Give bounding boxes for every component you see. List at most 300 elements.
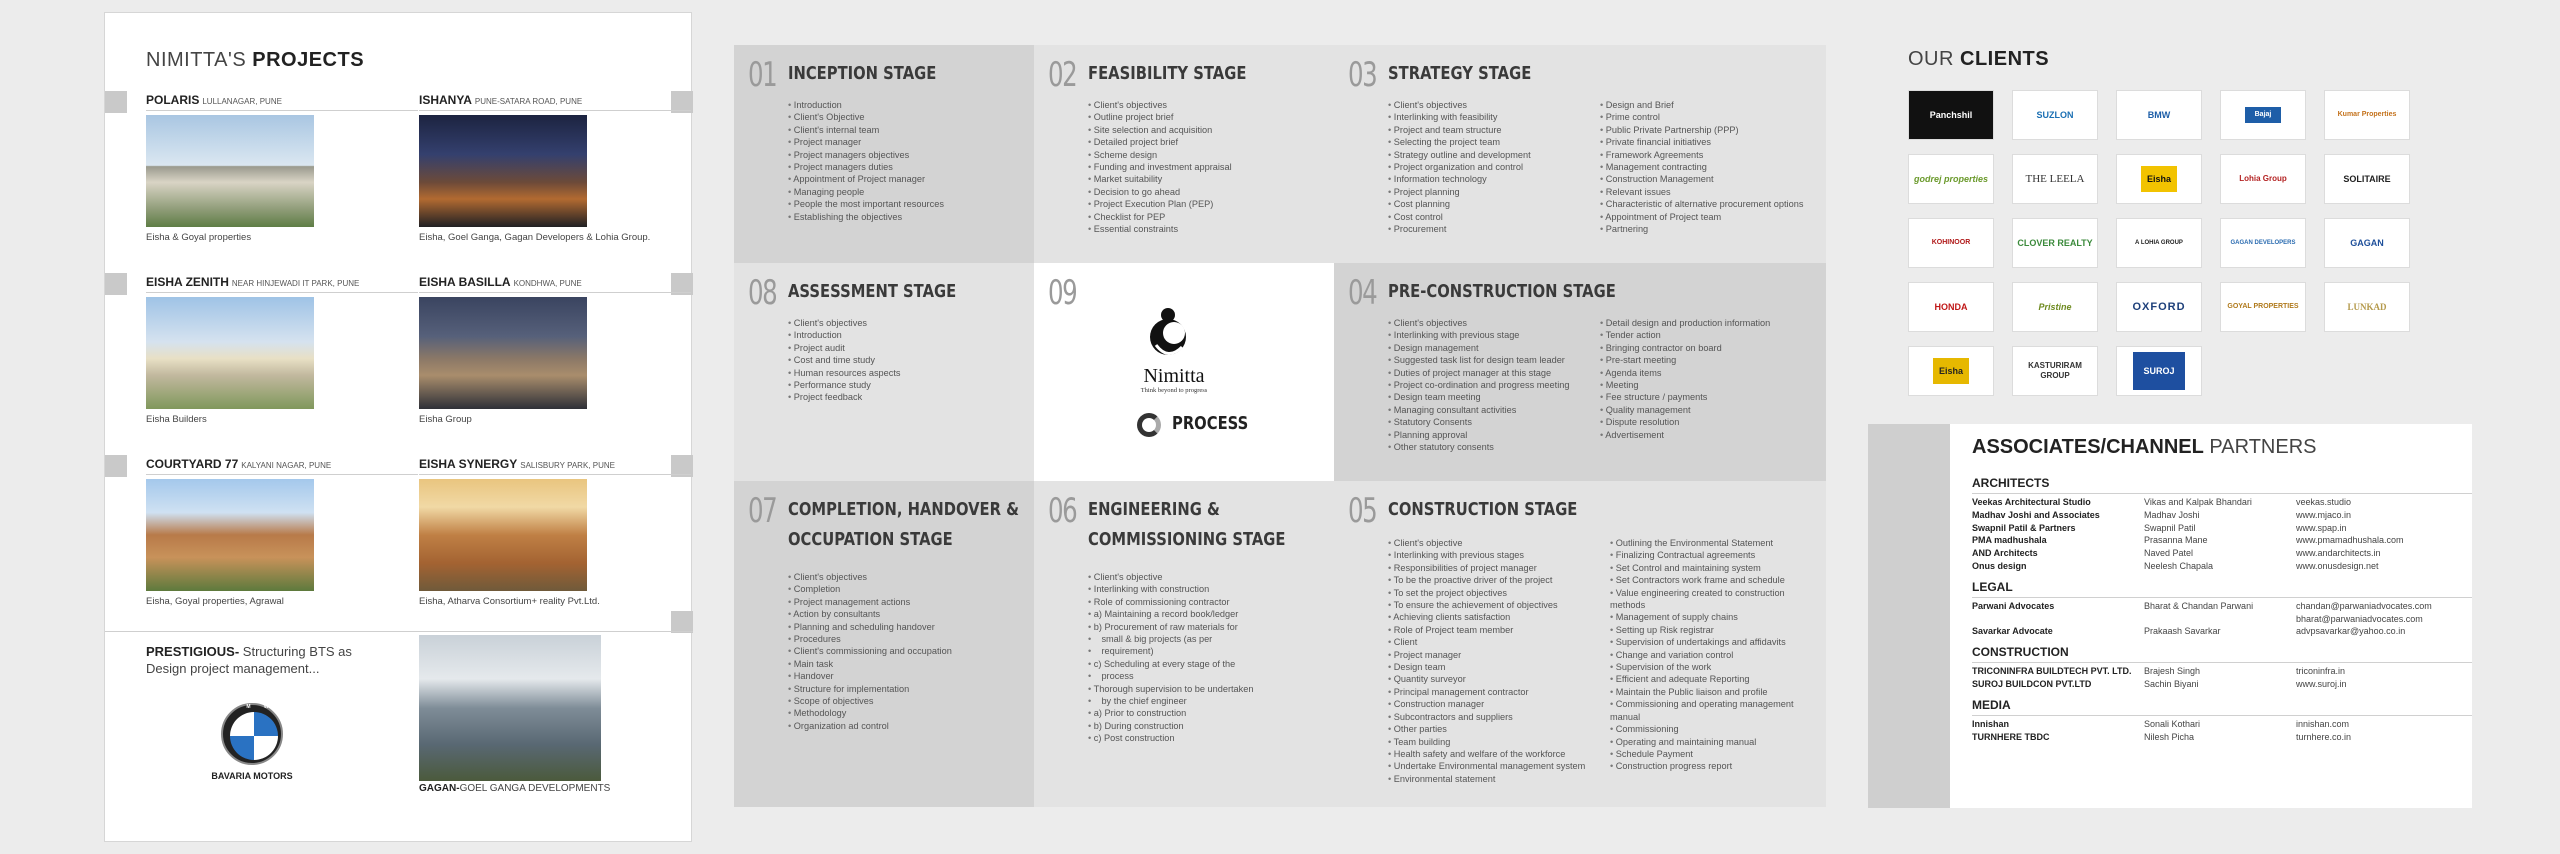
stage-number: 04	[1348, 273, 1377, 313]
project-caption: Eisha, Goyal properties, Agrawal	[146, 596, 284, 607]
project-photo	[419, 297, 587, 409]
stage-list-item: • Team building	[1388, 736, 1585, 748]
associate-row	[1972, 666, 2472, 678]
project-name: ISHANYA PUNE-SATARA ROAD, PUNE	[419, 93, 583, 107]
stage-number: 02	[1048, 55, 1077, 95]
associate-contact: Sonali Kothari	[2144, 718, 2201, 729]
stage-list-item: • Set Contractors work frame and schedule	[1610, 574, 1816, 586]
stage-04-cell	[1334, 263, 1826, 481]
stage-list-item: • Human resources aspects	[788, 367, 901, 379]
associate-contact: Swapnil Patil	[2144, 522, 2196, 533]
bmw-quadrant	[254, 712, 278, 736]
stage-title	[1088, 495, 1286, 555]
stage-list-item: • Thorough supervision to be undertaken	[1088, 683, 1253, 695]
associate-contact: Sachin Biyani	[2144, 679, 2199, 689]
project-photo	[419, 115, 587, 227]
grey-tab	[671, 611, 693, 633]
stage-list-item: • Project co-ordination and progress meeting	[1388, 379, 1569, 391]
client-logo-label: GAGAN	[2350, 238, 2384, 248]
bmw-logo	[221, 703, 283, 765]
stage-list-item: • Subcontractors and suppliers	[1388, 711, 1585, 723]
project-card[interactable]	[146, 91, 418, 243]
associate-firm: PMA madhushala	[1972, 535, 2047, 546]
stage-list	[788, 571, 952, 732]
gagan-caption	[419, 783, 610, 794]
project-card[interactable]	[419, 91, 691, 243]
client-logo-label: KOHINOOR	[1931, 239, 1971, 246]
stage-list-item: • c) Scheduling at every stage of the	[1088, 658, 1253, 670]
stage-list-item: • Project managers duties	[788, 161, 944, 173]
project-name: POLARIS LULLANAGAR, PUNE	[146, 93, 282, 107]
stage-list-item: • Detail design and production information	[1600, 317, 1820, 329]
project-header	[146, 455, 418, 475]
project-header	[146, 91, 418, 111]
stage-05-cell	[1334, 481, 1826, 807]
stage-number: 05	[1348, 491, 1377, 531]
stage-list-item: • Public Private Partnership (PPP)	[1600, 124, 1810, 136]
projects-title-bold: PROJECTS	[252, 49, 365, 71]
associate-row	[1972, 510, 2472, 522]
associate-firm: Veekas Architectural Studio	[1972, 497, 2091, 507]
associate-firm: Savarkar Advocate	[1972, 626, 2053, 637]
project-photo	[146, 479, 314, 591]
client-logo-label: Eisha	[1933, 358, 1969, 384]
stage-list-item: • Achieving clients satisfaction	[1388, 611, 1585, 623]
project-caption: Eisha Builders	[146, 414, 207, 425]
client-logo[interactable]	[2012, 282, 2098, 332]
client-logo-label: GOYAL PROPERTIES	[2227, 303, 2299, 310]
associate-firm: Parwani Advocates	[1972, 600, 2055, 611]
associate-website[interactable]: innishan.com	[2296, 718, 2350, 729]
stage-list-item: • Commissioning	[1610, 723, 1816, 735]
project-name: EISHA BASILLA KONDHWA, PUNE	[419, 275, 582, 289]
associate-firm: Innishan	[1972, 718, 2010, 729]
stage-list-item: • Principal management contractor	[1388, 686, 1585, 698]
stage-list-item: • Essential constraints	[1088, 223, 1232, 235]
associate-row	[1972, 548, 2472, 560]
associate-firm: Madhav Joshi and Associates	[1972, 509, 2100, 520]
stage-list-item: • b) Procurement of raw materials for	[1088, 621, 1253, 633]
project-location: NEAR HINJEWADI IT PARK, PUNE	[231, 279, 360, 288]
stage-list-item: • Change and variation control	[1610, 649, 1816, 661]
process-ring-icon	[1137, 413, 1161, 437]
client-logo-label: A LOHIA GROUP	[2135, 240, 2183, 246]
stage-list-item: • Project managers objectives	[788, 149, 944, 161]
stage-number: 07	[748, 491, 777, 531]
stage-08-cell	[734, 263, 1034, 481]
client-logo-label: SUZLON	[2036, 110, 2074, 120]
stage-list-item: • Health safety and welfare of the workforce	[1388, 748, 1585, 760]
stage-list-item: • c) Post construction	[1088, 732, 1253, 744]
client-logo[interactable]	[2324, 90, 2410, 140]
stage-list-item: • Schedule Payment	[1610, 748, 1816, 760]
client-logo-label: Eisha	[2141, 166, 2177, 192]
project-header	[419, 273, 691, 293]
stage-list-item: • Project manager	[1388, 649, 1585, 661]
stage-list-item: • small & big projects (as per	[1088, 633, 1253, 645]
client-logo-label: BMW	[2147, 110, 2171, 120]
client-logo[interactable]	[2116, 154, 2202, 204]
client-logo-label: Lohia Group	[2239, 174, 2287, 183]
stage-list-item: • Responsibilities of project manager	[1388, 562, 1585, 574]
gagan-caption-bold: GAGAN-	[419, 783, 460, 794]
stage-list-item: • Advertisement	[1600, 429, 1820, 441]
stage-list-item: • Site selection and acquisition	[1088, 124, 1232, 136]
nimitta-wordmark: Nimitta	[1143, 365, 1205, 387]
client-logo-label: LUNKAD	[2347, 302, 2387, 312]
project-name: EISHA ZENITH NEAR HINJEWADI IT PARK, PUNE	[146, 275, 360, 289]
stage-list	[1088, 571, 1253, 745]
associate-website[interactable]: turnhere.co.in	[2296, 731, 2352, 742]
bmw-quadrant	[230, 736, 254, 760]
stage-list-item: • Operating and maintaining manual	[1610, 736, 1816, 748]
client-logo[interactable]	[2324, 154, 2410, 204]
stage-list-item: • Finalizing Contractual agreements	[1610, 549, 1816, 561]
client-logo[interactable]	[2116, 90, 2202, 140]
stage-list-item: • Detailed project brief	[1088, 136, 1232, 148]
associate-website[interactable]: www.suroj.in	[2296, 679, 2347, 689]
stage-list-item: • Strategy outline and development	[1388, 149, 1531, 161]
stage-list-item: • Statutory Consents	[1388, 416, 1569, 428]
stage-list-item: • Construction manager	[1388, 698, 1585, 710]
stage-list-item: • Interlinking with construction	[1088, 583, 1253, 595]
associates-section-title: LEGAL	[1972, 579, 2013, 594]
associate-contact: Prakaash Savarkar	[2144, 626, 2221, 637]
stage-list-item: • Managing people	[788, 186, 944, 198]
client-logo[interactable]	[1908, 154, 1994, 204]
project-card[interactable]	[146, 273, 418, 425]
prestigious-text	[146, 643, 376, 677]
client-logo[interactable]	[2324, 282, 2410, 332]
client-logo[interactable]	[2012, 346, 2098, 396]
stage-list-item: • Efficient and adequate Reporting	[1610, 673, 1816, 685]
divider	[1972, 662, 2472, 663]
prestigious-bold: PRESTIGIOUS-	[146, 644, 240, 659]
stage-list-item: • Suggested task list for design team leader	[1388, 354, 1569, 366]
client-logo[interactable]	[2116, 282, 2202, 332]
stage-list-item: • To ensure the achievement of objectives	[1388, 599, 1585, 611]
grey-tab	[105, 273, 127, 295]
stage-list-item: • Client's internal team	[788, 124, 944, 136]
project-header	[146, 273, 418, 293]
stage-02-cell	[1034, 45, 1334, 263]
stage-list-item: • Checklist for PEP	[1088, 211, 1232, 223]
stage-list-item: • Funding and investment appraisal	[1088, 161, 1232, 173]
stage-number: 01	[748, 55, 777, 95]
stage-list-item: • To set the project objectives	[1388, 587, 1585, 599]
associate-contact: Nilesh Pichа	[2144, 731, 2195, 742]
stage-list-item: • Project planning	[1388, 186, 1531, 198]
associate-firm: SUROJ BUILDCON PVT.LTD	[1972, 679, 2092, 689]
associate-website[interactable]: www.pmamadhushala.com	[2296, 535, 2404, 546]
stage-list-item: • Client's objectives	[788, 317, 901, 329]
client-logo-label: Pristine	[2038, 302, 2072, 312]
stage-list-item: • Partnering	[1600, 223, 1810, 235]
stage-list-item: • Project manager	[788, 136, 944, 148]
project-location: SALISBURY PARK, PUNE	[520, 461, 615, 470]
grey-tab	[105, 455, 127, 477]
stage-list-item: • Undertake Environmental management system	[1388, 760, 1585, 772]
associate-row	[1972, 626, 2472, 638]
stage-list-item: • Project management actions	[788, 596, 952, 608]
associates-panel	[1868, 424, 2472, 808]
stage-list-item: • a) Maintaining a record book/ledger	[1088, 608, 1253, 620]
associates-section-title: MEDIA	[1972, 697, 2011, 712]
project-caption: Eisha, Atharva Consortium+ reality Pvt.Ltd.	[419, 596, 600, 607]
associate-row	[1972, 561, 2472, 573]
stage-list-item: • Client's objectives	[788, 571, 952, 583]
stage-number: 03	[1348, 55, 1377, 95]
stage-list-item: • Planning and scheduling handover	[788, 621, 952, 633]
stage-list-item: • Fee structure / payments	[1600, 391, 1820, 403]
client-logo[interactable]	[1908, 90, 1994, 140]
associate-website[interactable]: chandan@parwaniadvocates.com	[2296, 600, 2432, 611]
divider	[1972, 715, 2472, 716]
associate-website[interactable]: www.onusdesign.net	[2296, 561, 2379, 571]
stage-list-item: • a) Prior to construction	[1088, 707, 1253, 719]
stage-list-item: • Other statutory consents	[1388, 441, 1569, 453]
stage-list-item: • Client's Objective	[788, 111, 944, 123]
project-caption: Eisha, Goel Ganga, Gagan Developers & Lohia Group.	[419, 232, 651, 243]
stage-list-item: • Project Execution Plan (PEP)	[1088, 198, 1232, 210]
associate-firm: AND Architects	[1972, 548, 2038, 559]
stage-list-item: • Quality management	[1600, 404, 1820, 416]
stage-07-cell	[734, 481, 1034, 807]
stage-list-item: • Decision to go ahead	[1088, 186, 1232, 198]
nimitta-tagline: Think beyond to progress	[1140, 387, 1208, 394]
bmw-label: BAVARIA MOTORS	[211, 771, 293, 781]
stage-list	[1388, 99, 1531, 235]
stage-list-item: • Introduction	[788, 329, 901, 341]
clients-title	[1908, 48, 2049, 71]
stage-list-secondary	[1600, 317, 1820, 441]
stage-list-item: • b) During construction	[1088, 720, 1253, 732]
stage-list-item: • Duties of project manager at this stage	[1388, 367, 1569, 379]
stage-list-item: • Cost planning	[1388, 198, 1531, 210]
bmw-quadrant	[254, 736, 278, 760]
stage-list-item: • Setting up Risk registrar	[1610, 624, 1816, 636]
stage-list-item: • Other parties	[1388, 723, 1585, 735]
stage-list-item: • Client's objectives	[1088, 99, 1232, 111]
associate-contact: Vikas and Kalpak Bhandari	[2144, 497, 2252, 507]
stage-list-item: • Market suitability	[1088, 173, 1232, 185]
stage-list-item: • Project and team structure	[1388, 124, 1531, 136]
stage-list-item: • Introduction	[788, 99, 944, 111]
associates-title-bold: ASSOCIATES/CHANNEL	[1972, 436, 2204, 458]
project-location: KALYANI NAGAR, PUNE	[241, 461, 332, 470]
stage-number: 06	[1048, 491, 1077, 531]
divider	[1972, 597, 2472, 598]
client-logo-label: godrej properties	[1913, 174, 1988, 184]
stage-list	[1388, 317, 1569, 453]
project-card[interactable]	[419, 455, 691, 607]
project-name: COURTYARD 77 KALYANI NAGAR, PUNE	[146, 457, 332, 471]
stage-06-cell	[1034, 481, 1334, 807]
project-header	[419, 455, 691, 475]
stage-list-item: • Role of commissioning contractor	[1088, 596, 1253, 608]
stage-list-secondary	[1600, 99, 1810, 235]
stage-title-line: ENGINEERING &	[1088, 499, 1220, 520]
associate-row	[1972, 614, 2472, 626]
stage-list-item: • Managing consultant activities	[1388, 404, 1569, 416]
bmw-ring-text: B M W	[229, 704, 275, 710]
associate-firm: TRICONINFRA BUILDTECH PVT. LTD.	[1972, 666, 2132, 677]
client-logo[interactable]	[1908, 346, 1994, 396]
stage-list-item: • Supervision of the work	[1610, 661, 1816, 673]
project-header	[419, 91, 691, 111]
projects-title	[146, 49, 364, 72]
client-logo[interactable]	[2220, 282, 2306, 332]
stage-list-item: • Value engineering created to construction methods	[1610, 587, 1816, 612]
gagan-caption-text: GOEL GANGA DEVELOPMENTS	[459, 783, 611, 794]
associate-website[interactable]: triconinfra.in	[2296, 666, 2346, 677]
stage-list-item: • Methodology	[788, 707, 952, 719]
client-logo-label: OXFORD	[2132, 301, 2186, 313]
client-logo-label: SUROJ	[2133, 352, 2184, 390]
associate-website[interactable]: veekas.studio	[2296, 497, 2352, 507]
stage-list-secondary	[1610, 537, 1816, 773]
stage-list-item: • Design team	[1388, 661, 1585, 673]
stage-list-item: • Outlining the Environmental Statement	[1610, 537, 1816, 549]
stage-list-item: • Completion	[788, 583, 952, 595]
stage-list-item: • Appointment of Project team	[1600, 211, 1810, 223]
stage-list-item: • Client's objective	[1088, 571, 1253, 583]
associates-section-title: ARCHITECTS	[1972, 476, 2050, 490]
stage-list	[1388, 537, 1585, 785]
stage-list-item: • Client's objectives	[1388, 317, 1569, 329]
project-location: PUNE-SATARA ROAD, PUNE	[474, 97, 583, 106]
stage-list	[788, 317, 901, 404]
divider	[1972, 493, 2472, 494]
associates-title	[1972, 436, 2317, 459]
client-logo[interactable]	[2012, 218, 2098, 268]
stage-list-item: • Planning approval	[1388, 429, 1569, 441]
client-logo[interactable]	[2012, 154, 2098, 204]
client-logo[interactable]	[2116, 218, 2202, 268]
associate-firm: Swapnil Patil & Partners	[1972, 522, 2076, 533]
project-location: LULLANAGAR, PUNE	[202, 97, 282, 106]
stage-list-item: • Construction Management	[1600, 173, 1810, 185]
project-caption: Eisha & Goyal properties	[146, 232, 252, 243]
associate-website[interactable]: www.mjaco.in	[2296, 509, 2352, 520]
client-logo-label: CLOVER REALTY	[2017, 238, 2093, 248]
associate-firm: TURNHERE TBDC	[1972, 731, 2050, 742]
client-logo[interactable]	[1908, 218, 1994, 268]
associate-website[interactable]: www.andarchitects.in	[2296, 548, 2381, 559]
associates-title-light: PARTNERS	[2203, 436, 2317, 458]
stage-title-line: OCCUPATION STAGE	[788, 529, 953, 550]
stage-list-item: • Project feedback	[788, 391, 901, 403]
stage-list-item: • Tender action	[1600, 329, 1820, 341]
stage-list-item: • Scheme design	[1088, 149, 1232, 161]
stage-list-item: • Dispute resolution	[1600, 416, 1820, 428]
stage-title	[788, 495, 1019, 555]
stage-list-item: • Client	[1388, 636, 1585, 648]
associate-row	[1972, 732, 2472, 744]
stage-list-item: • process	[1088, 670, 1253, 682]
associate-website[interactable]: bharat@parwaniadvocates.com	[2296, 613, 2423, 624]
stage-list-item: • Framework Agreements	[1600, 149, 1810, 161]
divider	[105, 631, 693, 632]
stage-list-item: • Procedures	[788, 633, 952, 645]
associate-website[interactable]: advpsavarkar@yahoo.co.in	[2296, 626, 2406, 637]
projects-title-light: NIMITTA'S	[146, 49, 247, 71]
stage-list-item: • Client's objective	[1388, 537, 1585, 549]
client-logo[interactable]	[2220, 90, 2306, 140]
client-logo[interactable]	[2220, 154, 2306, 204]
stage-list-item: • Commissioning and operating management manual	[1610, 698, 1816, 723]
stage-list-item: • Cost control	[1388, 211, 1531, 223]
stage-list-item: • Project organization and control	[1388, 161, 1531, 173]
client-logo[interactable]	[2012, 90, 2098, 140]
associate-website[interactable]: www.spap.in	[2296, 522, 2347, 533]
project-card[interactable]	[146, 455, 418, 607]
stage-number: 08	[748, 273, 777, 313]
client-logo[interactable]	[2116, 346, 2202, 396]
associate-contact: Prasanna Mane	[2144, 535, 2208, 546]
client-logo[interactable]	[1908, 282, 1994, 332]
client-logo[interactable]	[2220, 218, 2306, 268]
project-card[interactable]	[419, 273, 691, 425]
associate-row	[1972, 719, 2472, 731]
associate-contact: Madhav Joshi	[2144, 509, 2200, 520]
stage-03-cell	[1334, 45, 1826, 263]
client-logo[interactable]	[2324, 218, 2410, 268]
stage-list-item: • Interlinking with feasibility	[1388, 111, 1531, 123]
stage-list-item: • requirement)	[1088, 645, 1253, 657]
process-label: PROCESS	[1172, 413, 1249, 434]
stage-title: FEASIBILITY STAGE	[1088, 63, 1247, 84]
nimitta-logo-icon	[1148, 305, 1188, 360]
client-logo-label: Panchshil	[1929, 110, 1973, 120]
stage-list-item: • Pre-start meeting	[1600, 354, 1820, 366]
stage-list-item: • Meeting	[1600, 379, 1820, 391]
stage-list-item: • Bringing contractor on board	[1600, 342, 1820, 354]
project-location: KONDHWA, PUNE	[513, 279, 582, 288]
stage-list-item: • Interlinking with previous stage	[1388, 329, 1569, 341]
grey-tab	[105, 91, 127, 113]
associate-row	[1972, 679, 2472, 691]
associate-row	[1972, 601, 2472, 613]
stage-list-item: • Agenda items	[1600, 367, 1820, 379]
stage-number: 09	[1048, 273, 1077, 313]
client-logo-label: SOLITAIRE	[2343, 174, 2391, 184]
stage-list-item: • Project audit	[788, 342, 901, 354]
client-logo-label: Kumar Properties	[2337, 111, 2397, 118]
stage-list-item: • Action by consultants	[788, 608, 952, 620]
associates-section-title: CONSTRUCTION	[1972, 645, 2069, 660]
stage-title: STRATEGY STAGE	[1388, 63, 1532, 84]
client-logo-label: HONDA	[1934, 302, 1968, 312]
stage-list-item: • Outline project brief	[1088, 111, 1232, 123]
stage-list-item: • Appointment of Project manager	[788, 173, 944, 185]
stage-list-item: • Organization ad control	[788, 720, 952, 732]
associate-row	[1972, 535, 2472, 547]
stage-title-line: COMMISSIONING STAGE	[1088, 529, 1286, 550]
stage-list-item: • Main task	[788, 658, 952, 670]
associate-row	[1972, 523, 2472, 535]
associates-side-bar	[1868, 424, 1950, 808]
stage-list-item: • Environmental statement	[1388, 773, 1585, 785]
associate-firm: Onus design	[1972, 561, 2027, 571]
stage-list-item: • Set Control and maintaining system	[1610, 562, 1816, 574]
associate-contact: Neelesh Chapala	[2144, 561, 2214, 571]
stage-list-item: • Management contracting	[1600, 161, 1810, 173]
stage-list-item: • Procurement	[1388, 223, 1531, 235]
stage-list-item: • Structure for implementation	[788, 683, 952, 695]
process-panel	[734, 45, 1826, 807]
associate-contact: Brajesh Singh	[2144, 666, 2201, 677]
